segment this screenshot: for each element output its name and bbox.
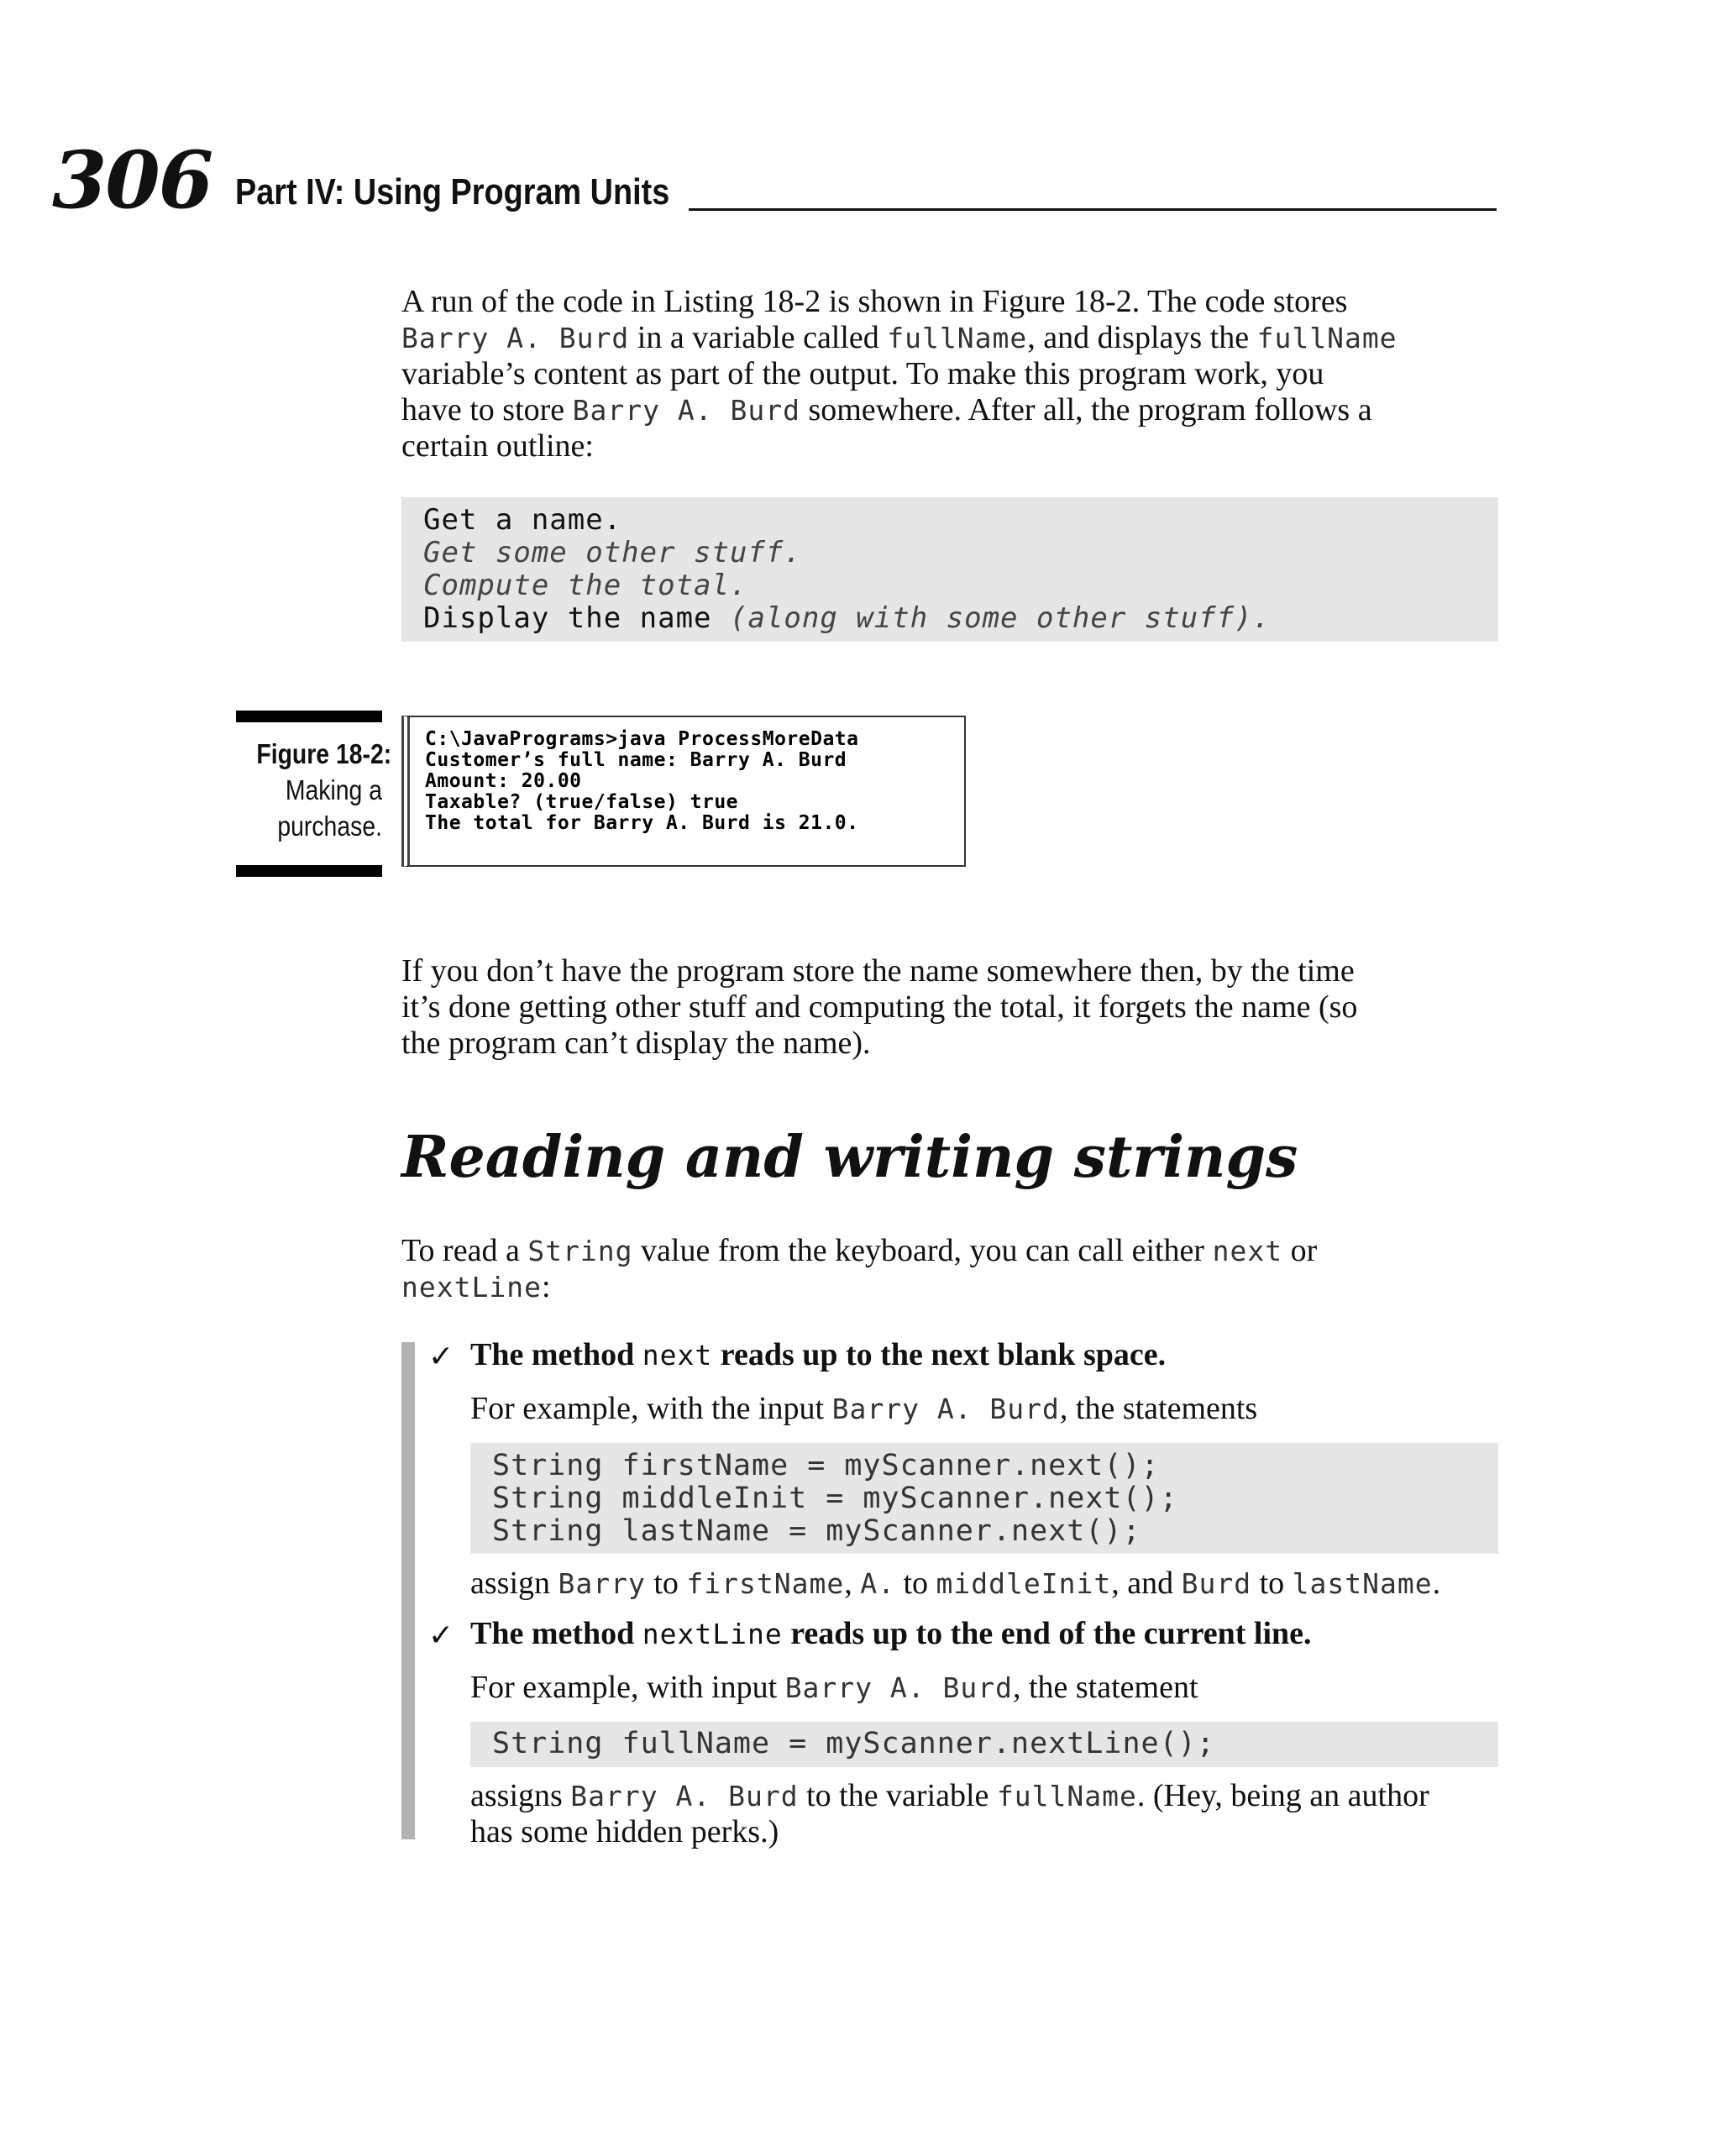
console-line: The total for Barry A. Burd is 21.0. xyxy=(425,812,859,834)
outline-text: Display the name xyxy=(423,601,730,635)
text: The method xyxy=(470,1616,642,1651)
console-line: Customer’s full name: Barry A. Burd xyxy=(425,749,847,771)
header-rule xyxy=(689,208,1497,211)
running-head: Part IV: Using Program Units xyxy=(235,171,670,212)
code-inline: lastName xyxy=(1292,1567,1433,1600)
text: to xyxy=(645,1566,687,1601)
code-inline: next xyxy=(642,1339,713,1372)
text: certain outline: xyxy=(401,428,594,464)
list-item-text xyxy=(470,1670,1503,1706)
text: have to store xyxy=(401,392,573,428)
text: , the statement xyxy=(1012,1670,1198,1705)
intro-line-4 xyxy=(401,392,1502,428)
code-inline: Barry A. Burd xyxy=(572,394,800,427)
text: variable’s content as part of the output. To make this program work, you xyxy=(401,356,1324,391)
outline-line-2 xyxy=(423,537,1498,569)
code-inline: Barry xyxy=(558,1567,646,1600)
code-inline: firstName xyxy=(686,1567,845,1600)
text: assign xyxy=(470,1566,558,1601)
code-inline: String xyxy=(527,1235,633,1267)
intro-line-2 xyxy=(401,320,1502,356)
figure-caption-line-1: Making a xyxy=(285,774,382,805)
intro-line-1 xyxy=(401,284,1502,320)
text: reads up to the next blank space. xyxy=(712,1337,1167,1372)
text: : xyxy=(541,1269,551,1304)
text: . (Hey, being an author xyxy=(1136,1778,1429,1813)
code-line: String firstName = myScanner.next(); xyxy=(492,1449,1160,1482)
section-intro-line-2 xyxy=(401,1269,1502,1305)
figure-top-bar xyxy=(236,711,382,722)
text: reads up to the end of the current line. xyxy=(782,1616,1312,1651)
text: A run of the code in Listing 18-2 is shown in Figure 18-2. The code stores xyxy=(401,284,1348,319)
code-inline: fullName xyxy=(996,1780,1137,1812)
figure-label: Figure 18-2: xyxy=(256,738,392,769)
outline-italic: Get some other stuff. xyxy=(423,536,802,569)
code-inline: next xyxy=(1212,1235,1283,1267)
outline-line-3 xyxy=(423,569,1498,602)
console-line: Taxable? (true/false) true xyxy=(425,791,739,813)
list-item-heading xyxy=(470,1616,1312,1652)
console-screenshot xyxy=(401,716,966,867)
text: . xyxy=(1432,1566,1441,1601)
code-line: String fullName = myScanner.nextLine(); xyxy=(492,1727,1215,1760)
paragraph-line: If you don’t have the program store the name somewhere then, by the time xyxy=(401,953,1355,989)
list-item-heading xyxy=(470,1337,1166,1373)
text: To read a xyxy=(401,1233,528,1268)
text: , the statements xyxy=(1059,1391,1258,1426)
code-inline: A. xyxy=(860,1567,895,1600)
text: or xyxy=(1282,1233,1318,1268)
text: to xyxy=(1251,1566,1293,1601)
intro-paragraph xyxy=(401,284,1502,464)
list-item-text xyxy=(470,1778,1503,1850)
text: For example, with input xyxy=(470,1670,785,1705)
outline-italic: (along with some other stuff). xyxy=(730,601,1272,635)
list-item-line: has some hidden perks.) xyxy=(470,1814,779,1849)
intro-line-3 xyxy=(401,356,1502,392)
code-inline: fullName xyxy=(1256,322,1398,354)
text: value from the keyboard, you can call either xyxy=(632,1233,1213,1268)
text: , and displays the xyxy=(1027,320,1257,355)
section-heading: Reading and writing strings xyxy=(401,1124,1298,1191)
outline-italic: Compute the total. xyxy=(423,569,748,602)
figure-caption-line-2: purchase. xyxy=(277,810,382,842)
checkmark-icon: ✓ xyxy=(428,1340,454,1374)
code-inline: Barry A. Burd xyxy=(401,322,630,354)
figure-caption xyxy=(236,736,392,844)
paragraph-line: the program can’t display the name). xyxy=(401,1026,871,1061)
text: to xyxy=(894,1566,936,1601)
figure-bottom-bar xyxy=(236,865,382,877)
code-line: String middleInit = myScanner.next(); xyxy=(492,1482,1178,1515)
outline-line-1: Get a name. xyxy=(423,503,622,537)
list-side-bar xyxy=(401,1342,415,1839)
code-block xyxy=(470,1722,1498,1767)
code-inline: Barry A. Burd xyxy=(784,1671,1013,1704)
text: The method xyxy=(470,1337,642,1372)
after-figure-paragraph xyxy=(401,953,1502,1062)
code-inline: Burd xyxy=(1181,1567,1252,1600)
code-inline: nextLine xyxy=(401,1271,542,1304)
intro-line-5 xyxy=(401,428,1502,464)
text: assigns xyxy=(470,1778,571,1813)
text: to the variable xyxy=(798,1778,997,1813)
checkmark-icon: ✓ xyxy=(428,1618,454,1653)
section-intro xyxy=(401,1233,1502,1305)
list-item-text xyxy=(470,1566,1503,1602)
text: , and xyxy=(1111,1566,1182,1601)
page-number: 306 xyxy=(52,134,212,227)
outline-line-4 xyxy=(423,602,1498,635)
text: somewhere. After all, the program follows a xyxy=(800,392,1372,428)
code-line: String lastName = myScanner.next(); xyxy=(492,1514,1141,1548)
text: For example, with the input xyxy=(470,1391,832,1426)
list-item-text xyxy=(470,1391,1503,1427)
code-inline: middleInit xyxy=(936,1567,1112,1600)
text: in a variable called xyxy=(629,320,888,355)
code-block xyxy=(470,1443,1498,1554)
text: , xyxy=(844,1566,861,1601)
code-inline: Barry A. Burd xyxy=(831,1393,1060,1425)
list-item-line xyxy=(470,1778,1503,1814)
section-intro-line-1 xyxy=(401,1233,1502,1269)
code-inline: nextLine xyxy=(642,1618,783,1650)
console-line: Amount: 20.00 xyxy=(425,770,582,792)
code-inline: Barry A. Burd xyxy=(570,1780,799,1812)
code-inline: fullName xyxy=(887,322,1028,354)
paragraph-line: it’s done getting other stuff and computing the total, it forgets the name (so xyxy=(401,989,1358,1025)
console-line: C:\JavaPrograms>java ProcessMoreData xyxy=(425,728,859,750)
outline-code-block xyxy=(401,497,1498,642)
